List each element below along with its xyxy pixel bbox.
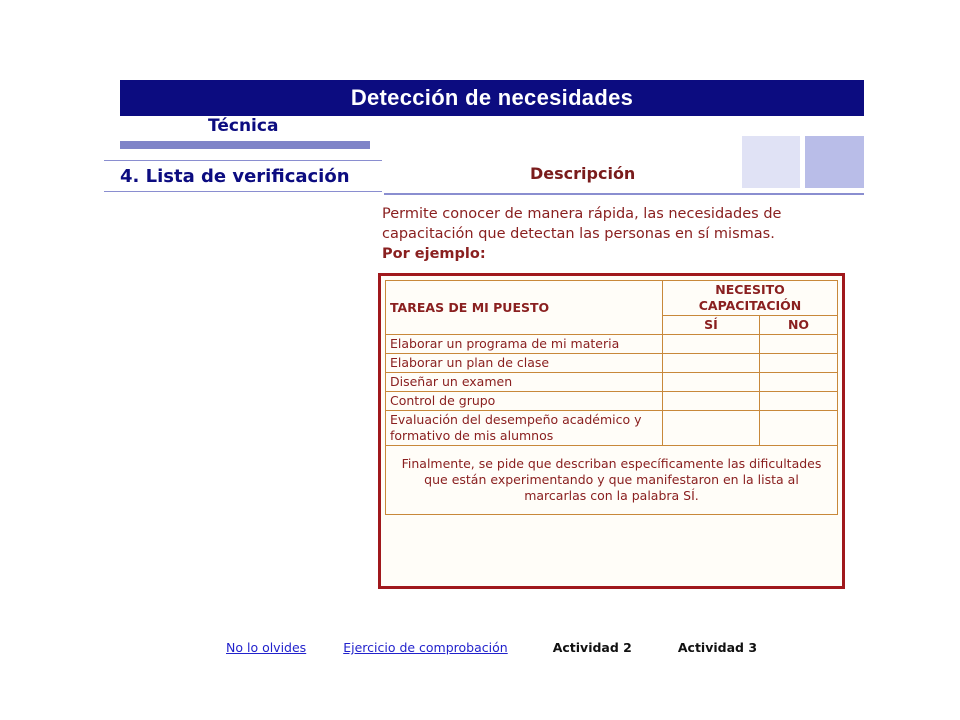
footer-nav: [226, 640, 757, 655]
actividad-3-label: Actividad 3: [677, 640, 758, 655]
header-need-training: NECESITO CAPACITACIÓN: [663, 281, 838, 316]
no-cell: [760, 335, 838, 354]
example-label: Por ejemplo:: [382, 246, 486, 262]
task-cell: Diseñar un examen: [386, 373, 663, 392]
table-row: [386, 392, 838, 411]
intro-text: Permite conocer de manera rápida, las necesidades de capacitación que detectan las personas en sí mismas.: [382, 206, 782, 242]
no-cell: [760, 354, 838, 373]
checklist-table: [385, 280, 838, 515]
table-row: [386, 354, 838, 373]
technique-title: [104, 160, 382, 192]
yes-cell: [663, 373, 760, 392]
tecnica-label: Técnica: [208, 116, 279, 136]
no-cell: [760, 373, 838, 392]
description-divider: [384, 193, 864, 195]
table-row: [386, 411, 838, 446]
description-heading: Descripción: [530, 164, 636, 183]
task-cell: Elaborar un programa de mi materia: [386, 335, 663, 354]
no-cell: [760, 392, 838, 411]
technique-label: 4. Lista de verificación: [120, 165, 350, 187]
link-ejercicio-comprobacion[interactable]: Ejercicio de comprobación: [343, 640, 508, 655]
page-title: Detección de necesidades: [350, 85, 634, 110]
yes-cell: [663, 354, 760, 373]
no-cell: [760, 411, 838, 446]
description-text: [382, 204, 862, 264]
link-no-lo-olvides[interactable]: No lo olvides: [226, 640, 307, 655]
yes-cell: [663, 335, 760, 354]
table-row: [386, 335, 838, 354]
tecnica-divider: [120, 141, 370, 149]
yes-cell: [663, 411, 760, 446]
header-no: NO: [760, 316, 838, 335]
checklist-example-frame: [378, 273, 845, 589]
page-title-banner: [120, 80, 864, 116]
final-note: Finalmente, se pide que describan específicamente las dificultades que están experimentando y que manifestaron en la lista al marcarlas con la palabra SÍ.: [386, 446, 838, 515]
actividad-2-label: Actividad 2: [552, 640, 632, 655]
table-row: [386, 373, 838, 392]
task-cell: Control de grupo: [386, 392, 663, 411]
header-tasks: TAREAS DE MI PUESTO: [386, 281, 663, 335]
task-cell: Elaborar un plan de clase: [386, 354, 663, 373]
decorative-square-light: [742, 136, 800, 188]
yes-cell: [663, 392, 760, 411]
decorative-square-dark: [805, 136, 864, 188]
task-cell: Evaluación del desempeño académico y formativo de mis alumnos: [386, 411, 663, 446]
header-yes: SÍ: [663, 316, 760, 335]
